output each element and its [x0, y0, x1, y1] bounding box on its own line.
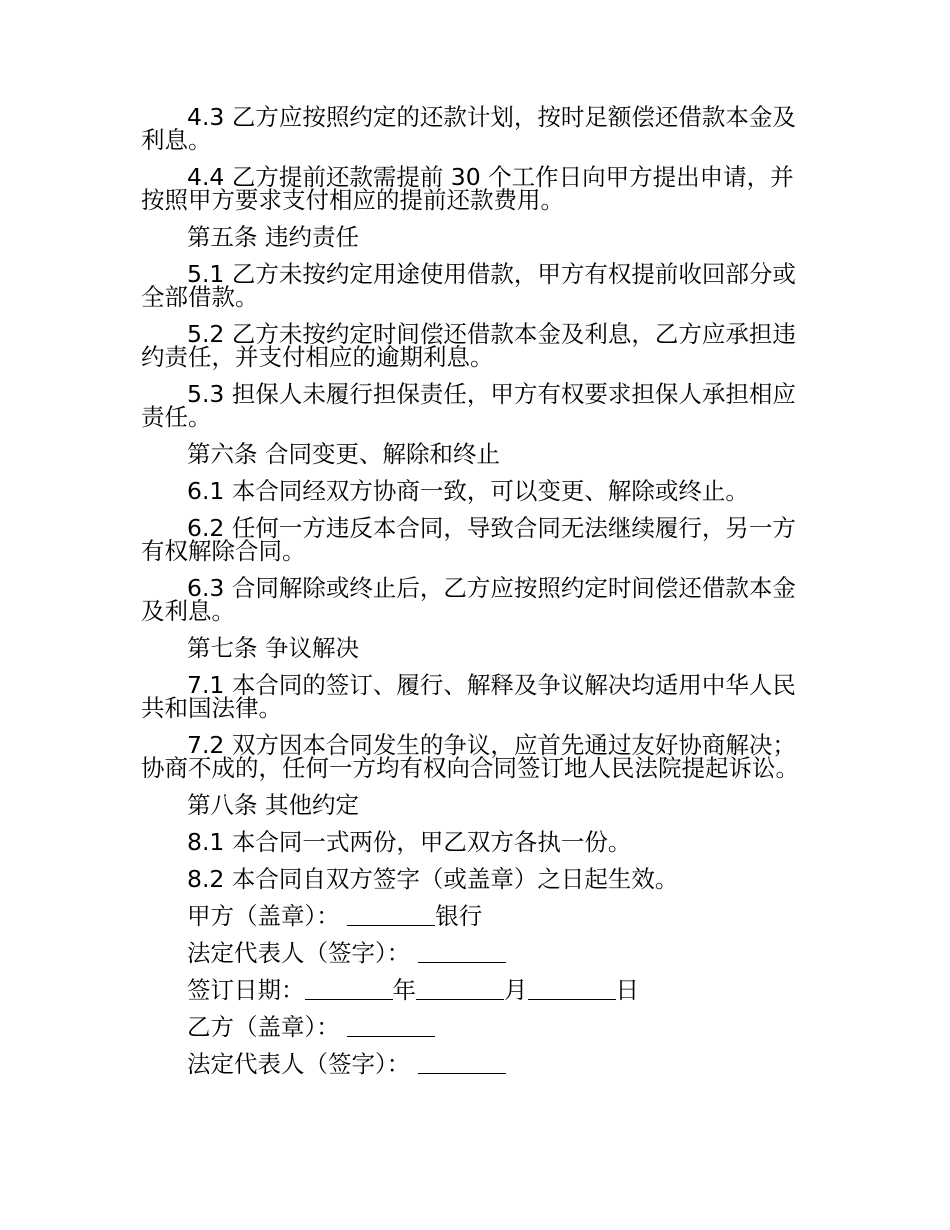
clause-7-2: 7.2 双方因本合同发生的争议，应首先通过友好协商解决；协商不成的，任何一方均有权向合同签订地人民法院提起诉讼。: [141, 731, 799, 782]
party-b-label: 乙方（盖章）：: [187, 1013, 340, 1041]
clause-8-1: 8.1 本合同一式两份，甲乙双方各执一份。: [187, 828, 632, 856]
year-label: 年: [392, 976, 416, 1004]
document-body: [141, 103, 806, 1090]
sign-date-label: 签订日期：: [187, 976, 305, 1004]
article-7-heading: 第七条 争议解决: [187, 634, 359, 662]
party-b-rep-label: 法定代表人（签字）：: [187, 1050, 411, 1078]
month-label: 月: [504, 976, 528, 1004]
clause-5-3: 5.3 担保人未履行担保责任，甲方有权要求担保人承担相应责任。: [141, 380, 796, 431]
month-blank[interactable]: [416, 979, 504, 1000]
party-a-representative-line: [141, 939, 806, 967]
party-a-name-blank[interactable]: [347, 905, 435, 926]
day-label: 日: [615, 976, 639, 1004]
clause-5-2: 5.2 乙方未按约定时间偿还借款本金及利息，乙方应承担违约责任，并支付相应的逾期利息。: [141, 320, 796, 371]
party-b-seal-line: [141, 1013, 806, 1041]
party-b-representative-line: [141, 1050, 806, 1078]
party-a-seal-line: [141, 902, 806, 930]
party-b-rep-blank[interactable]: [418, 1053, 506, 1074]
party-a-rep-label: 法定代表人（签字）：: [187, 939, 411, 967]
clause-4-4: 4.4 乙方提前还款需提前 30 个工作日向甲方提出申请，并按照甲方要求支付相应的提前还款费用。: [141, 163, 794, 214]
clause-7-1: 7.1 本合同的签订、履行、解释及争议解决均适用中华人民共和国法律。: [141, 671, 796, 722]
clause-5-1: 5.1 乙方未按约定用途使用借款，甲方有权提前收回部分或全部借款。: [141, 260, 796, 311]
clause-6-1: 6.1 本合同经双方协商一致，可以变更、解除或终止。: [187, 477, 749, 505]
party-b-name-blank[interactable]: [347, 1016, 435, 1037]
article-8-heading: 第八条 其他约定: [187, 791, 359, 819]
year-blank[interactable]: [305, 979, 393, 1000]
sign-date-line: [141, 976, 806, 1004]
article-6-heading: 第六条 合同变更、解除和终止: [187, 440, 500, 468]
party-a-suffix: 银行: [435, 902, 483, 930]
article-5-heading: 第五条 违约责任: [187, 223, 359, 251]
clause-6-2: 6.2 任何一方违反本合同，导致合同无法继续履行，另一方有权解除合同。: [141, 514, 796, 565]
clause-4-3: 4.3 乙方应按照约定的还款计划，按时足额偿还借款本金及利息。: [141, 103, 796, 154]
clause-6-3: 6.3 合同解除或终止后，乙方应按照约定时间偿还借款本金及利息。: [141, 574, 796, 625]
day-blank[interactable]: [528, 979, 616, 1000]
party-a-rep-blank[interactable]: [418, 942, 506, 963]
clause-8-2: 8.2 本合同自双方签字（或盖章）之日起生效。: [187, 865, 679, 893]
party-a-label: 甲方（盖章）：: [187, 902, 340, 930]
